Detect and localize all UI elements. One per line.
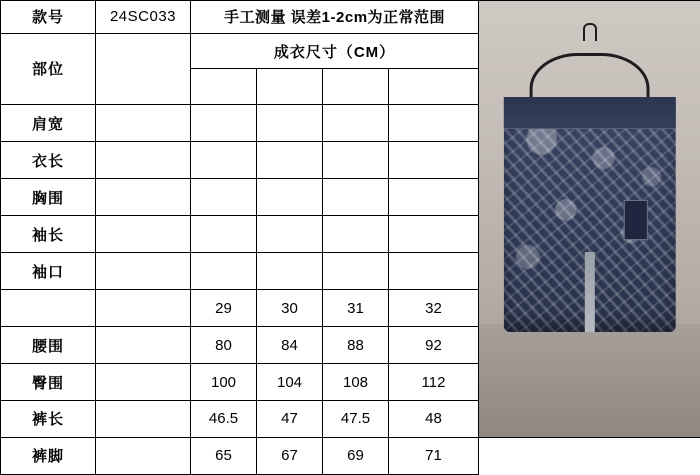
row-label: 肩宽 [1, 105, 96, 142]
row-label [1, 290, 96, 327]
photo-floor [479, 324, 700, 437]
row-spacer [96, 179, 191, 216]
row-value: 29 [191, 290, 257, 327]
row-value: 108 [323, 364, 389, 401]
row-spacer [96, 105, 191, 142]
product-photo-shorts [479, 1, 700, 437]
row-value: 47.5 [323, 400, 389, 437]
row-spacer [96, 290, 191, 327]
row-value [257, 179, 323, 216]
row-value [323, 216, 389, 253]
row-value [323, 105, 389, 142]
row-value [257, 216, 323, 253]
row-spacer [96, 216, 191, 253]
hanger-hook-icon [583, 23, 597, 41]
shorts-leg-gap [584, 252, 594, 332]
product-photo-cell [479, 1, 700, 438]
row-value: 80 [191, 327, 257, 364]
shorts-waistband [503, 97, 675, 129]
row-value [389, 142, 479, 179]
row-value [323, 253, 389, 290]
row-value: 92 [389, 327, 479, 364]
row-value [389, 253, 479, 290]
row-value: 104 [257, 364, 323, 401]
part-value-cell [96, 33, 191, 105]
size-col-3 [323, 69, 389, 105]
section-title: 成衣尺寸（CM） [191, 33, 479, 69]
row-value: 46.5 [191, 400, 257, 437]
table-row [1, 437, 700, 474]
row-value [389, 179, 479, 216]
row-spacer [96, 327, 191, 364]
row-spacer [96, 400, 191, 437]
row-value [389, 216, 479, 253]
row-label: 裤长 [1, 400, 96, 437]
row-value [257, 105, 323, 142]
row-label: 臀围 [1, 364, 96, 401]
row-value: 88 [323, 327, 389, 364]
row-value: 100 [191, 364, 257, 401]
code-label: 款号 [1, 1, 96, 34]
row-value [191, 142, 257, 179]
row-value [191, 105, 257, 142]
row-value: 69 [323, 437, 389, 474]
row-value [191, 179, 257, 216]
row-value: 31 [323, 290, 389, 327]
row-value: 32 [389, 290, 479, 327]
row-value [257, 142, 323, 179]
table-row-header [1, 1, 700, 34]
row-value [389, 105, 479, 142]
row-label: 腰围 [1, 327, 96, 364]
row-value [323, 179, 389, 216]
row-value [191, 216, 257, 253]
row-label: 衣长 [1, 142, 96, 179]
row-value: 30 [257, 290, 323, 327]
code-value: 24SC033 [96, 1, 191, 34]
row-value [257, 253, 323, 290]
row-label: 袖口 [1, 253, 96, 290]
row-spacer [96, 142, 191, 179]
shorts-graphic [503, 97, 675, 332]
row-spacer [96, 437, 191, 474]
size-col-2 [257, 69, 323, 105]
row-label: 袖长 [1, 216, 96, 253]
shorts-brand-patch [624, 200, 648, 240]
row-value [191, 253, 257, 290]
row-value: 112 [389, 364, 479, 401]
size-col-4 [389, 69, 479, 105]
row-value: 65 [191, 437, 257, 474]
part-label: 部位 [1, 33, 96, 105]
row-value: 71 [389, 437, 479, 474]
row-value: 67 [257, 437, 323, 474]
row-value: 48 [389, 400, 479, 437]
row-value: 84 [257, 327, 323, 364]
size-col-1 [191, 69, 257, 105]
measure-note: 手工测量 误差1-2cm为正常范围 [191, 1, 479, 34]
row-value [323, 142, 389, 179]
row-label: 胸围 [1, 179, 96, 216]
row-spacer [96, 364, 191, 401]
row-value: 47 [257, 400, 323, 437]
row-label: 裤脚 [1, 437, 96, 474]
row-spacer [96, 253, 191, 290]
